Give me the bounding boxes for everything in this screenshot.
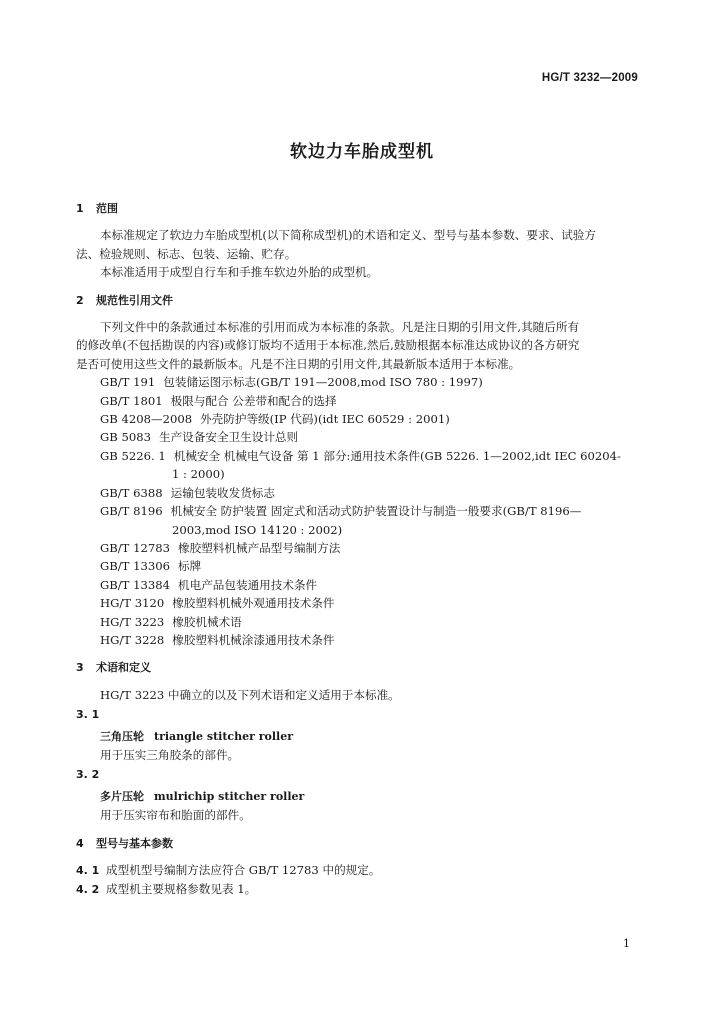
- page-number: 1: [623, 937, 630, 950]
- reference-code: GB/T 191: [100, 375, 156, 390]
- references-intro-line-2: 的修改单(不包括勘误的内容)或修订版均不适用于本标准,然后,鼓励根据本标准达成协议的各方研究: [76, 338, 580, 353]
- reference-item: [76, 392, 641, 410]
- reference-title: 标牌: [178, 559, 202, 574]
- reference-title: 橡胶机械术语: [172, 614, 242, 629]
- terms-intro: HG/T 3223 中确立的以及下列术语和定义适用于本标准。: [100, 687, 400, 702]
- reference-title: 运输包装收发货标志: [170, 485, 275, 500]
- reference-code: GB/T 13306: [100, 559, 170, 574]
- section-number: 4: [76, 836, 84, 850]
- section-number: 2: [76, 293, 84, 307]
- reference-title: 橡胶塑料机械涂漆通用技术条件: [172, 632, 335, 647]
- reference-item: [76, 484, 641, 502]
- term-english: triangle stitcher roller: [154, 729, 294, 743]
- term-chinese: 三角压轮: [100, 729, 144, 743]
- references-intro-line-1: 下列文件中的条款通过本标准的引用而成为本标准的条款。凡是注日期的引用文件,其随后所有: [100, 320, 580, 335]
- clause-number: 4. 1: [76, 864, 100, 877]
- section-title: 规范性引用文件: [96, 293, 173, 307]
- reference-code: GB/T 1801: [100, 393, 163, 408]
- clause-text: 成型机型号编制方法应符合 GB/T 12783 中的规定。: [106, 863, 381, 877]
- reference-item: [76, 539, 641, 557]
- reference-title: 极限与配合 公差带和配合的选择: [170, 393, 337, 408]
- term-entry: [76, 727, 641, 746]
- section-heading: [76, 835, 641, 853]
- reference-item: [76, 576, 641, 594]
- section-number: 1: [76, 202, 84, 215]
- reference-item: [76, 502, 641, 539]
- reference-code: HG/T 3120: [100, 596, 165, 611]
- reference-item: [76, 613, 641, 631]
- section-title: 型号与基本参数: [96, 836, 173, 850]
- scope-paragraph-2: 本标准适用于成型自行车和手推车软边外胎的成型机。: [100, 265, 379, 280]
- reference-list: [76, 373, 641, 649]
- scope-paragraph-1: [76, 226, 641, 244]
- section-model-parameters: [76, 835, 641, 900]
- reference-title: 生产设备安全卫生设计总则: [158, 430, 299, 445]
- section-heading: [76, 200, 641, 218]
- standard-code: HG/T 3232—2009: [541, 72, 638, 84]
- document-title: 软边力车胎成型机: [290, 142, 434, 162]
- term-number: 3. 2: [76, 768, 100, 782]
- text-line: 法、检验规则、标志、包装、运输、贮存。: [76, 246, 297, 261]
- references-intro-line-3: 是否可使用这些文件的最新版本。凡是不注日期的引用文件,其最新版本适用于本标准。: [76, 356, 521, 371]
- reference-title-continued: 1 : 2000): [172, 467, 225, 482]
- reference-code: GB 4208—2008: [100, 412, 193, 427]
- reference-title: 机电产品包装通用技术条件: [178, 577, 318, 592]
- section-heading: [76, 659, 641, 677]
- scope-paragraph-1-cont: [76, 245, 641, 263]
- reference-title: 机械安全 机械电气设备 第 1 部分:通用技术条件(GB 5226. 1—2002,idt IEC 60204-: [173, 448, 621, 463]
- reference-code: GB/T 6388: [100, 485, 163, 500]
- reference-code: GB/T 13384: [100, 577, 170, 592]
- section-normative-references: [76, 292, 641, 650]
- section-terms-definitions: [76, 659, 641, 824]
- reference-item: [76, 631, 641, 649]
- reference-title: 橡胶塑料机械产品型号编制方法: [178, 540, 341, 555]
- document-body: [76, 200, 641, 900]
- reference-title: 橡胶塑料机械外观通用技术条件: [172, 596, 335, 611]
- reference-code: GB/T 12783: [100, 540, 170, 555]
- reference-item: [76, 447, 641, 484]
- reference-code: GB 5226. 1: [100, 448, 166, 463]
- reference-title: 包装储运图示标志(GB/T 191—2008,mod ISO 780 : 1997): [163, 375, 483, 390]
- section-heading: [76, 292, 641, 310]
- reference-item: [76, 410, 641, 428]
- reference-code: GB 5083: [100, 430, 151, 445]
- reference-title-continued: 2003,mod ISO 14120 : 2002): [172, 522, 343, 537]
- reference-title: 外壳防护等级(IP 代码)(idt IEC 60529 : 2001): [200, 412, 450, 427]
- text-line: 本标准规定了软边力车胎成型机(以下简称成型机)的术语和定义、型号与基本参数、要求、试验方: [100, 228, 596, 243]
- section-scope: [76, 200, 641, 282]
- term-number: 3. 1: [76, 708, 100, 722]
- reference-item: [76, 373, 641, 391]
- reference-title: 机械安全 防护装置 固定式和活动式防护装置设计与制造一般要求(GB/T 8196—: [170, 504, 582, 519]
- clause-item: [76, 861, 641, 880]
- clause-number: 4. 2: [76, 883, 100, 897]
- clause-text: 成型机主要规格参数见表 1。: [106, 882, 257, 897]
- section-number: 3: [76, 661, 84, 675]
- term-chinese: 多片压轮: [100, 789, 144, 803]
- reference-code: HG/T 3223: [100, 614, 165, 629]
- term-definition: 用于压实帘布和胎面的部件。: [100, 808, 251, 823]
- term-definition: 用于压实三角胶条的部件。: [100, 747, 240, 762]
- section-title: 范围: [96, 202, 118, 215]
- reference-item: [76, 428, 641, 446]
- term-english: mulrichip stitcher roller: [154, 789, 305, 803]
- clause-item: [76, 880, 641, 899]
- term-entry: [76, 787, 641, 806]
- reference-code: HG/T 3228: [100, 632, 165, 647]
- reference-item: [76, 557, 641, 575]
- reference-code: GB/T 8196: [100, 504, 163, 519]
- reference-item: [76, 594, 641, 612]
- section-title: 术语和定义: [96, 661, 151, 675]
